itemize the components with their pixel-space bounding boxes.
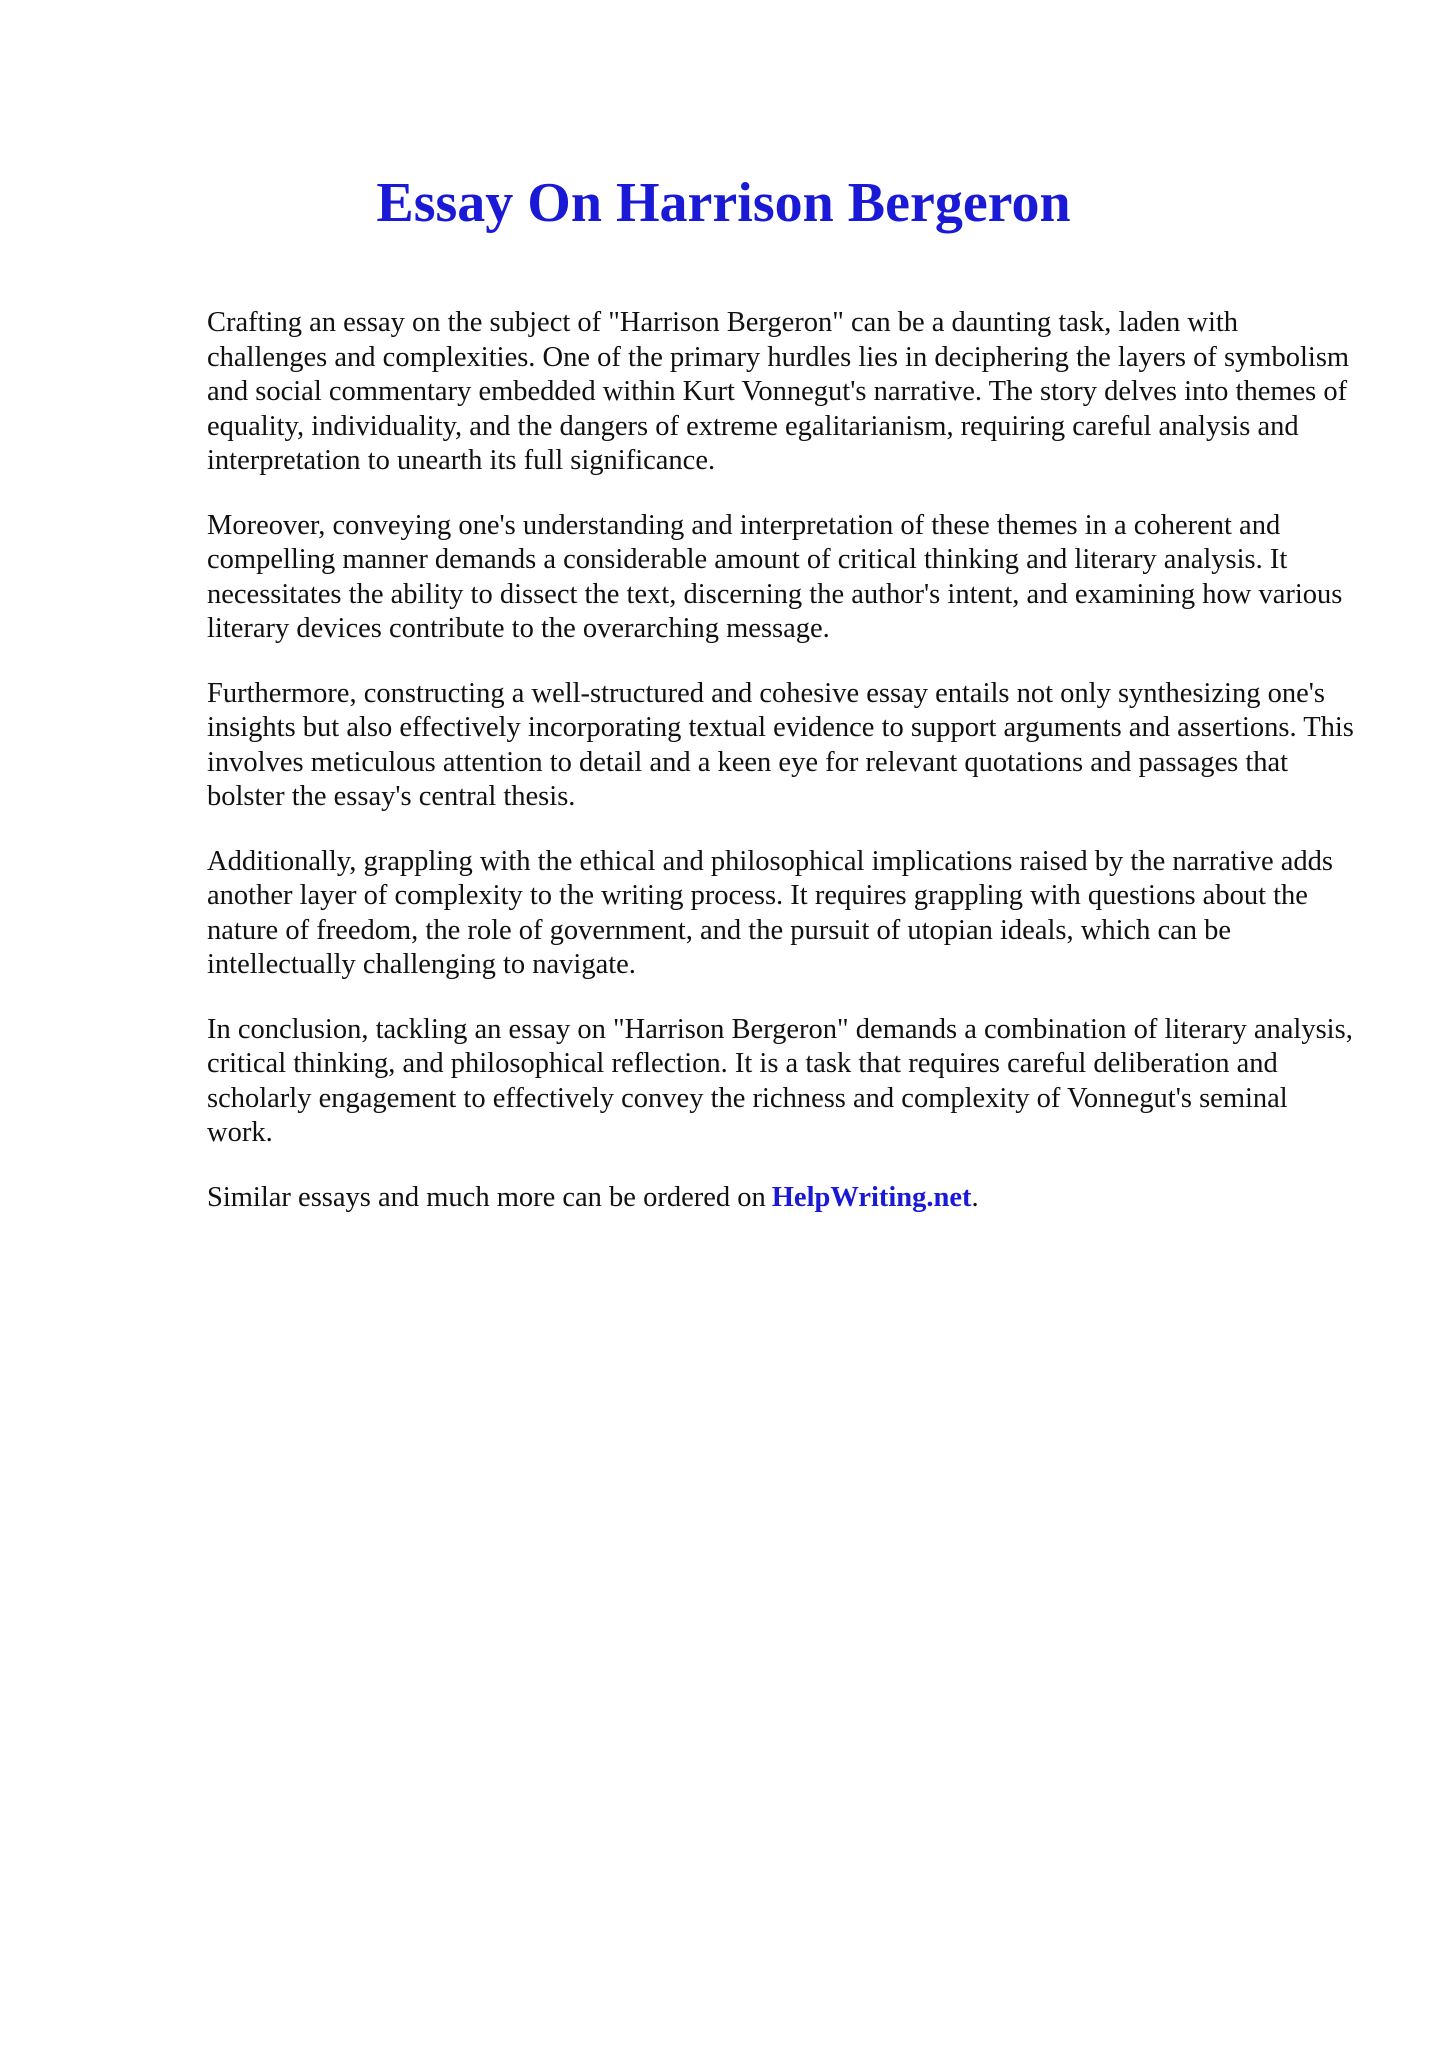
paragraph-4: Additionally, grappling with the ethical and philosophical implications raised by the narrative adds another layer of complexity to the writing process. It requires grappling with questions about the nature of freedom, the role of government, and the pursuit of utopian ideals, which can be intellectually challenging to navigate.: [207, 845, 1334, 980]
promo-suffix: .: [971, 1181, 979, 1213]
paragraph-1: Crafting an essay on the subject of "Harrison Bergeron" can be a daunting task, laden with challenges and complexities. One of the primary hurdles lies in deciphering the layers of symbolism and social commentary embedded within Kurt Vonnegut's narrative. The story delves into themes of equality, individuality, and the dangers of extreme egalitarianism, requiring careful analysis and interpretation to unearth its full significance.: [207, 307, 1350, 476]
paragraph-5: In conclusion, tackling an essay on "Harrison Bergeron" demands a combination of literary analysis, critical thinking, and philosophical reflection. It is a task that requires careful deliberation and scholarly engagement to effectively convey the richness and complexity of Vonnegut's seminal work.: [207, 1013, 1353, 1148]
promo-line: [207, 1181, 1357, 1216]
helpwriting-link[interactable]: HelpWriting.net: [771, 1181, 972, 1213]
paragraph-3: Furthermore, constructing a well-structured and cohesive essay entails not only synthesizing one's insights but also effectively incorporating textual evidence to support arguments and assertions. This involves meticulous attention to detail and a keen eye for relevant quotations and passages that bolster the essay's central thesis.: [207, 677, 1354, 812]
document-body: [207, 306, 1357, 1245]
promo-text: Similar essays and much more can be ordered on: [207, 1181, 766, 1213]
document-title: Essay On Harrison Bergeron: [376, 172, 1071, 234]
paragraph-2: Moreover, conveying one's understanding and interpretation of these themes in a coherent and compelling manner demands a considerable amount of critical thinking and literary analysis. It necessitates the ability to dissect the text, discerning the author's intent, and examining how various literary devices contribute to the overarching message.: [207, 509, 1343, 644]
